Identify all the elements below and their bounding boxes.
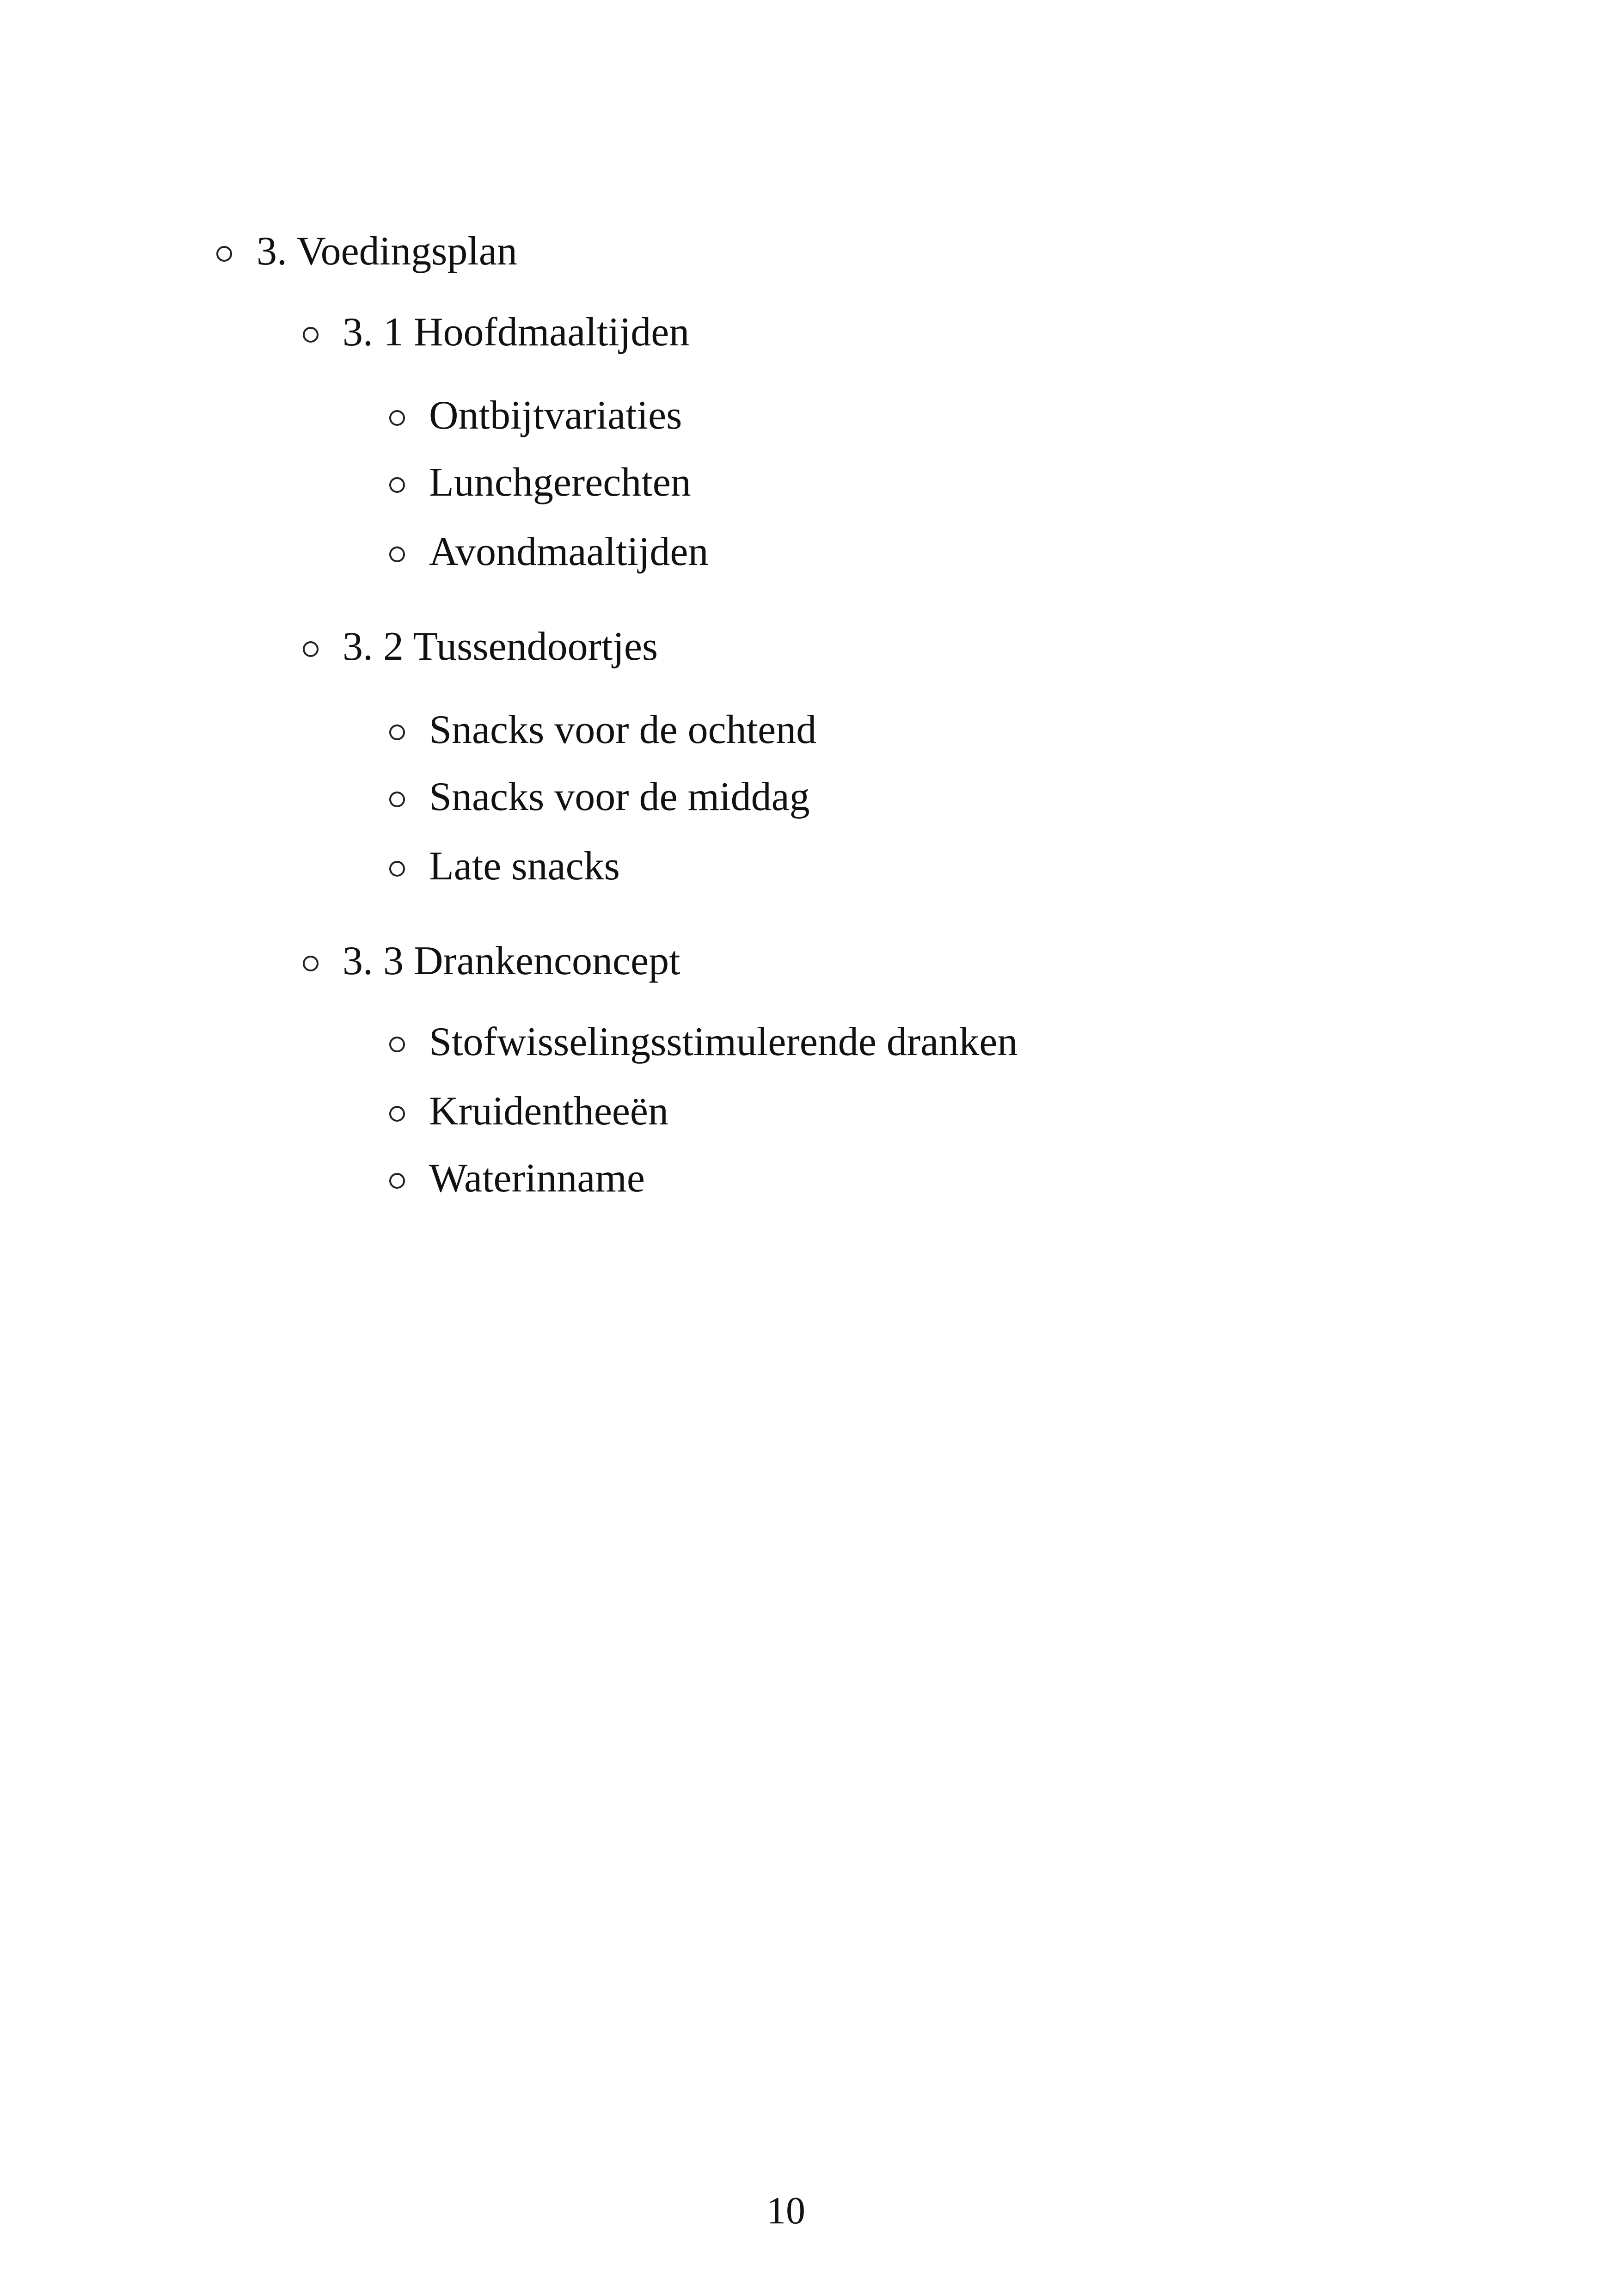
list-item: Kruidentheeën	[429, 1089, 668, 1134]
page-number: 10	[766, 2189, 805, 2232]
section-heading: 3. 3 Drankenconcept	[343, 939, 680, 983]
outline-bullet-icon	[303, 956, 319, 971]
list-item: Snacks voor de ochtend	[429, 707, 817, 752]
list-item: Ontbijtvariaties	[429, 393, 682, 438]
outline-title: 3. Voedingsplan	[257, 229, 517, 274]
outline-bullet-icon	[389, 410, 405, 426]
list-item: Snacks voor de middag	[429, 774, 810, 819]
outline-bullet-icon	[389, 1037, 405, 1052]
list-item: Waterinname	[429, 1156, 645, 1201]
list-item: Avondmaaltijden	[429, 529, 709, 574]
section-heading: 3. 1 Hoofdmaaltijden	[343, 310, 690, 355]
outline-bullet-icon	[216, 246, 232, 262]
outline-bullet-icon	[389, 546, 405, 562]
outline-bullet-icon	[389, 1173, 405, 1189]
outline-bullet-icon	[389, 1106, 405, 1122]
list-item: Stofwisselingsstimulerende dranken	[429, 1019, 1018, 1064]
list-item: Late snacks	[429, 844, 620, 889]
outline-bullet-icon	[389, 792, 405, 807]
outline-bullet-icon	[303, 641, 319, 657]
list-item: Lunchgerechten	[429, 460, 691, 505]
section-heading: 3. 2 Tussendoortjes	[343, 624, 658, 669]
outline-bullet-icon	[389, 861, 405, 877]
outline-bullet-icon	[389, 477, 405, 493]
outline-bullet-icon	[389, 724, 405, 740]
outline-bullet-icon	[303, 327, 319, 343]
